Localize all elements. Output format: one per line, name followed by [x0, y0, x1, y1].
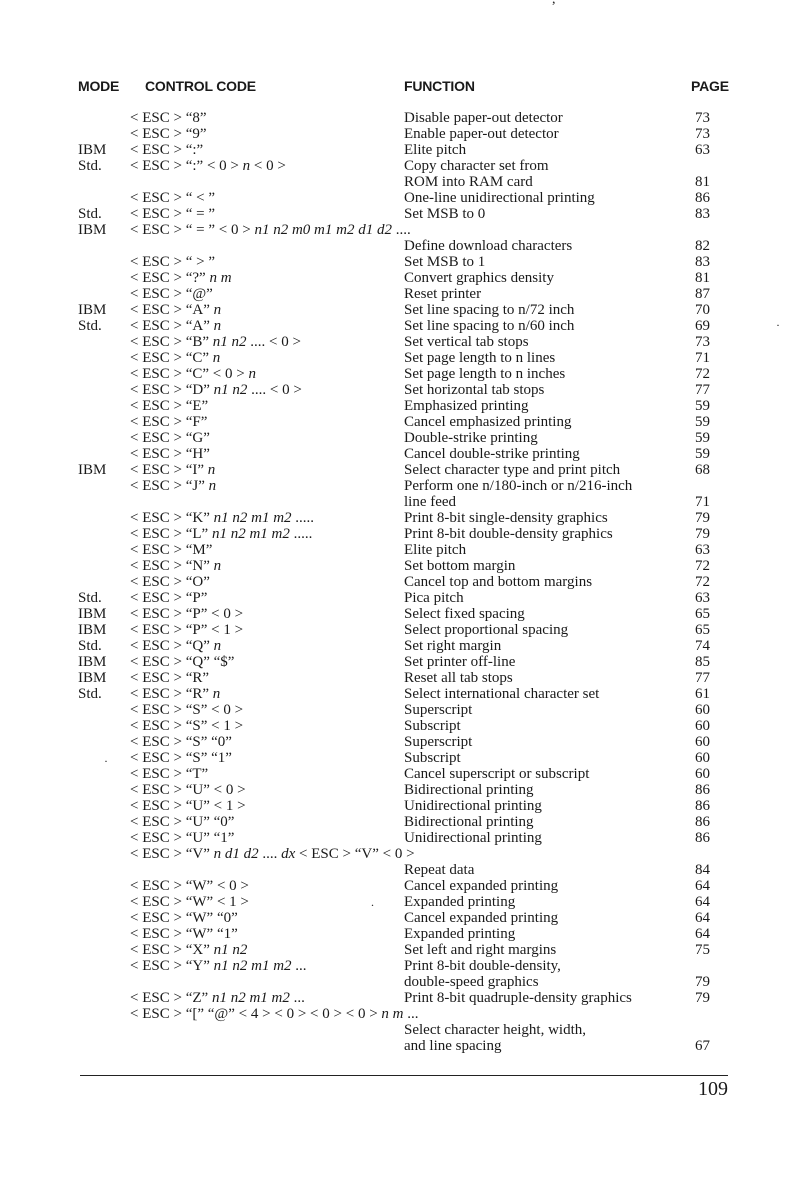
table-row — [0, 430, 800, 446]
table-row — [0, 702, 800, 718]
page-cell: 60 — [695, 750, 710, 766]
header-page: PAGE — [691, 78, 729, 94]
control-code-cell: < ESC > “I” n — [130, 462, 216, 478]
table-row — [0, 478, 800, 494]
control-code-cell: < ESC > “ = ” — [130, 206, 216, 222]
page-cell: 65 — [695, 622, 710, 638]
table-row — [0, 334, 800, 350]
table-row — [0, 350, 800, 366]
table-row — [0, 670, 800, 686]
table-row — [0, 398, 800, 414]
table-row — [0, 494, 800, 510]
page-cell: 84 — [695, 862, 710, 878]
table-row — [0, 222, 800, 238]
control-code-cell: < ESC > “ > ” — [130, 254, 216, 270]
page-cell: 71 — [695, 494, 710, 510]
mode-cell: Std. — [78, 158, 102, 174]
scan-mark: · — [104, 754, 108, 768]
control-code-cell: < ESC > “V” n d1 d2 .... dx < ESC > “V” < 0 > — [130, 846, 415, 862]
page-cell: 87 — [695, 286, 710, 302]
control-code-cell: < ESC > “W” < 0 > — [130, 878, 249, 894]
page-cell: 67 — [695, 1038, 710, 1054]
function-cell: Superscript — [404, 734, 473, 750]
header-function: FUNCTION — [404, 78, 475, 94]
table-row — [0, 270, 800, 286]
control-code-cell: < ESC > “W” “0” — [130, 910, 238, 926]
function-cell: Expanded printing — [404, 926, 516, 942]
page-cell: 60 — [695, 718, 710, 734]
control-code-cell: < ESC > “P” < 1 > — [130, 622, 244, 638]
footer-rule — [80, 1075, 728, 1076]
page-cell: 74 — [695, 638, 710, 654]
page-cell: 59 — [695, 430, 710, 446]
table-row — [0, 638, 800, 654]
mode-cell: Std. — [78, 638, 102, 654]
page-cell: 72 — [695, 366, 710, 382]
function-cell: Set MSB to 0 — [404, 206, 486, 222]
control-code-cell: < ESC > “E” — [130, 398, 209, 414]
control-code-cell: < ESC > “F” — [130, 414, 208, 430]
table-row — [0, 190, 800, 206]
page-cell: 69 — [695, 318, 710, 334]
function-cell: Select proportional spacing — [404, 622, 569, 638]
table-row — [0, 366, 800, 382]
control-code-cell: < ESC > “U” “1” — [130, 830, 235, 846]
page-cell: 73 — [695, 334, 710, 350]
function-cell: Print 8-bit single-density graphics — [404, 510, 608, 526]
function-cell: Unidirectional printing — [404, 798, 542, 814]
control-code-cell: < ESC > “U” < 1 > — [130, 798, 246, 814]
function-cell: Select character type and print pitch — [404, 462, 621, 478]
function-cell: Cancel emphasized printing — [404, 414, 572, 430]
scan-mark: · — [776, 318, 780, 332]
control-code-cell: < ESC > “B” n1 n2 .... < 0 > — [130, 334, 301, 350]
table-row — [0, 830, 800, 846]
header-control-code: CONTROL CODE — [145, 78, 256, 94]
control-code-cell: < ESC > “Q” “$” — [130, 654, 235, 670]
control-code-cell: < ESC > “W” “1” — [130, 926, 238, 942]
table-row — [0, 750, 800, 766]
mode-cell: IBM — [78, 654, 107, 670]
table-row — [0, 734, 800, 750]
page-cell: 65 — [695, 606, 710, 622]
control-code-cell: < ESC > “Z” n1 n2 m1 m2 ... — [130, 990, 305, 1006]
mode-cell: IBM — [78, 222, 107, 238]
table-row — [0, 654, 800, 670]
table-row — [0, 958, 800, 974]
function-cell: Set page length to n inches — [404, 366, 566, 382]
function-cell: Bidirectional printing — [404, 782, 534, 798]
page-cell: 64 — [695, 878, 710, 894]
table-row — [0, 766, 800, 782]
function-cell: Print 8-bit double-density graphics — [404, 526, 613, 542]
page-cell: 64 — [695, 910, 710, 926]
page-cell: 86 — [695, 798, 710, 814]
table-row — [0, 526, 800, 542]
table-row — [0, 894, 800, 910]
page-cell: 72 — [695, 574, 710, 590]
control-code-cell: < ESC > “S” < 0 > — [130, 702, 244, 718]
table-row — [0, 718, 800, 734]
function-cell: Perform one n/180-inch or n/216-inch — [404, 478, 633, 494]
table-row — [0, 238, 800, 254]
page-cell: 86 — [695, 830, 710, 846]
function-cell: Cancel superscript or subscript — [404, 766, 590, 782]
page-cell: 63 — [695, 542, 710, 558]
table-row — [0, 542, 800, 558]
control-code-cell: < ESC > “U” < 0 > — [130, 782, 246, 798]
page-cell: 81 — [695, 174, 710, 190]
page-cell: 73 — [695, 110, 710, 126]
table-row — [0, 206, 800, 222]
function-cell: Cancel expanded printing — [404, 910, 559, 926]
table-row — [0, 1006, 800, 1022]
function-cell: Subscript — [404, 750, 461, 766]
page-cell: 81 — [695, 270, 710, 286]
function-cell: line feed — [404, 494, 457, 510]
table-row — [0, 846, 800, 862]
function-cell: Set bottom margin — [404, 558, 516, 574]
control-code-cell: < ESC > “J” n — [130, 478, 217, 494]
table-row — [0, 974, 800, 990]
control-code-cell: < ESC > “:” — [130, 142, 204, 158]
control-code-cell: < ESC > “R” — [130, 670, 210, 686]
function-cell: Define download characters — [404, 238, 573, 254]
control-code-cell: < ESC > “L” n1 n2 m1 m2 ..... — [130, 526, 313, 542]
table-row — [0, 942, 800, 958]
mode-cell: IBM — [78, 670, 107, 686]
page-cell: 83 — [695, 206, 710, 222]
table-row — [0, 590, 800, 606]
control-code-cell: < ESC > “S” “1” — [130, 750, 232, 766]
control-code-cell: < ESC > “P” — [130, 590, 208, 606]
function-cell: Print 8-bit double-density, — [404, 958, 561, 974]
function-cell: Set vertical tab stops — [404, 334, 529, 350]
page-cell: 59 — [695, 398, 710, 414]
table-row — [0, 862, 800, 878]
table-row — [0, 878, 800, 894]
control-code-cell: < ESC > “C” n — [130, 350, 221, 366]
table-row — [0, 110, 800, 126]
function-cell: Pica pitch — [404, 590, 464, 606]
table-row — [0, 158, 800, 174]
control-code-cell: < ESC > “W” < 1 > — [130, 894, 249, 910]
mode-cell: Std. — [78, 318, 102, 334]
function-cell: Select character height, width, — [404, 1022, 587, 1038]
page-cell: 60 — [695, 702, 710, 718]
page-cell: 59 — [695, 446, 710, 462]
table-row — [0, 558, 800, 574]
control-code-cell: < ESC > “9” — [130, 126, 207, 142]
function-cell: Cancel expanded printing — [404, 878, 559, 894]
table-row — [0, 1038, 800, 1054]
function-cell: ROM into RAM card — [404, 174, 533, 190]
control-code-cell: < ESC > “@” — [130, 286, 213, 302]
table-row — [0, 606, 800, 622]
function-cell: Convert graphics density — [404, 270, 554, 286]
mode-cell: IBM — [78, 462, 107, 478]
page-cell: 86 — [695, 814, 710, 830]
table-row — [0, 926, 800, 942]
table-row — [0, 1022, 800, 1038]
page-cell: 82 — [695, 238, 710, 254]
control-code-cell: < ESC > “S” < 1 > — [130, 718, 244, 734]
function-cell: Bidirectional printing — [404, 814, 534, 830]
page-number: 109 — [698, 1078, 728, 1100]
control-code-cell: < ESC > “G” — [130, 430, 210, 446]
control-code-cell: < ESC > “M” — [130, 542, 213, 558]
page-cell: 70 — [695, 302, 710, 318]
table-row — [0, 782, 800, 798]
control-code-cell: < ESC > “Y” n1 n2 m1 m2 ... — [130, 958, 307, 974]
function-cell: double-speed graphics — [404, 974, 539, 990]
mode-cell: Std. — [78, 590, 102, 606]
scan-mark: . — [371, 895, 374, 909]
mode-cell: IBM — [78, 622, 107, 638]
function-cell: Elite pitch — [404, 542, 467, 558]
control-code-cell: < ESC > “S” “0” — [130, 734, 232, 750]
table-row — [0, 318, 800, 334]
function-cell: Reset all tab stops — [404, 670, 513, 686]
function-cell: Set MSB to 1 — [404, 254, 486, 270]
mode-cell: IBM — [78, 302, 107, 318]
control-code-table — [0, 110, 800, 1054]
control-code-cell: < ESC > “ < ” — [130, 190, 216, 206]
function-cell: Superscript — [404, 702, 473, 718]
control-code-cell: < ESC > “K” n1 n2 m1 m2 ..... — [130, 510, 315, 526]
function-cell: Set left and right margins — [404, 942, 557, 958]
page-cell: 75 — [695, 942, 710, 958]
page-cell: 72 — [695, 558, 710, 574]
function-cell: Cancel double-strike printing — [404, 446, 580, 462]
function-cell: Cancel top and bottom margins — [404, 574, 593, 590]
page-cell: 83 — [695, 254, 710, 270]
control-code-cell: < ESC > “:” < 0 > n < 0 > — [130, 158, 286, 174]
table-row — [0, 414, 800, 430]
function-cell: Expanded printing — [404, 894, 516, 910]
table-row — [0, 382, 800, 398]
function-cell: and line spacing — [404, 1038, 502, 1054]
page-cell: 73 — [695, 126, 710, 142]
function-cell: One-line unidirectional printing — [404, 190, 595, 206]
function-cell: Set horizontal tab stops — [404, 382, 545, 398]
mode-cell: Std. — [78, 206, 102, 222]
page-cell: 68 — [695, 462, 710, 478]
table-row — [0, 254, 800, 270]
control-code-cell: < ESC > “X” n1 n2 — [130, 942, 248, 958]
table-row — [0, 510, 800, 526]
control-code-cell: < ESC > “Q” n — [130, 638, 222, 654]
function-cell: Reset printer — [404, 286, 482, 302]
control-code-cell: < ESC > “P” < 0 > — [130, 606, 244, 622]
control-code-cell: < ESC > “N” n — [130, 558, 222, 574]
function-cell: Repeat data — [404, 862, 475, 878]
control-code-cell: < ESC > “C” < 0 > n — [130, 366, 256, 382]
function-cell: Set line spacing to n/60 inch — [404, 318, 575, 334]
table-row — [0, 798, 800, 814]
page-cell: 86 — [695, 782, 710, 798]
page-cell: 86 — [695, 190, 710, 206]
function-cell: Select international character set — [404, 686, 600, 702]
control-code-cell: < ESC > “D” n1 n2 .... < 0 > — [130, 382, 302, 398]
page-cell: 64 — [695, 894, 710, 910]
mode-cell: Std. — [78, 686, 102, 702]
header-mode: MODE — [78, 78, 120, 94]
function-cell: Emphasized printing — [404, 398, 529, 414]
control-code-cell: < ESC > “U” “0” — [130, 814, 235, 830]
control-code-cell: < ESC > “T” — [130, 766, 209, 782]
function-cell: Enable paper-out detector — [404, 126, 559, 142]
table-row — [0, 686, 800, 702]
table-row — [0, 286, 800, 302]
control-code-cell: < ESC > “R” n — [130, 686, 221, 702]
page-cell: 60 — [695, 734, 710, 750]
mode-cell: IBM — [78, 142, 107, 158]
function-cell: Double-strike printing — [404, 430, 538, 446]
table-row — [0, 302, 800, 318]
table-row — [0, 462, 800, 478]
table-row — [0, 174, 800, 190]
table-row — [0, 142, 800, 158]
page-cell: 79 — [695, 526, 710, 542]
table-row — [0, 622, 800, 638]
function-cell: Unidirectional printing — [404, 830, 542, 846]
page-cell: 79 — [695, 510, 710, 526]
control-code-cell: < ESC > “A” n — [130, 318, 222, 334]
page-cell: 71 — [695, 350, 710, 366]
table-row — [0, 126, 800, 142]
function-cell: Disable paper-out detector — [404, 110, 563, 126]
function-cell: Set page length to n lines — [404, 350, 556, 366]
page-cell: 85 — [695, 654, 710, 670]
function-cell: Set right margin — [404, 638, 502, 654]
page-cell: 64 — [695, 926, 710, 942]
function-cell: Print 8-bit quadruple-density graphics — [404, 990, 632, 1006]
page-cell: 79 — [695, 990, 710, 1006]
function-cell: Select fixed spacing — [404, 606, 525, 622]
control-code-cell: < ESC > “[” “@” < 4 > < 0 > < 0 > < 0 > n m ... — [130, 1006, 419, 1022]
control-code-cell: < ESC > “O” — [130, 574, 210, 590]
table-row — [0, 814, 800, 830]
function-cell: Set line spacing to n/72 inch — [404, 302, 575, 318]
table-row — [0, 910, 800, 926]
page-cell: 63 — [695, 142, 710, 158]
control-code-cell: < ESC > “8” — [130, 110, 207, 126]
table-row — [0, 990, 800, 1006]
page-cell: 79 — [695, 974, 710, 990]
function-cell: Subscript — [404, 718, 461, 734]
page-cell: 77 — [695, 670, 710, 686]
page-cell: 77 — [695, 382, 710, 398]
control-code-cell: < ESC > “H” — [130, 446, 210, 462]
function-cell: Set printer off-line — [404, 654, 516, 670]
function-cell: Elite pitch — [404, 142, 467, 158]
table-row — [0, 446, 800, 462]
table-row — [0, 574, 800, 590]
page-cell: 61 — [695, 686, 710, 702]
scan-mark — [552, 0, 556, 8]
mode-cell: IBM — [78, 606, 107, 622]
control-code-cell: < ESC > “?” n m — [130, 270, 232, 286]
function-cell: Copy character set from — [404, 158, 549, 174]
page-cell: 59 — [695, 414, 710, 430]
control-code-cell: < ESC > “A” n — [130, 302, 222, 318]
control-code-cell: < ESC > “ = ” < 0 > n1 n2 m0 m1 m2 d1 d2 .... — [130, 222, 411, 238]
page-cell: 63 — [695, 590, 710, 606]
page-cell: 60 — [695, 766, 710, 782]
